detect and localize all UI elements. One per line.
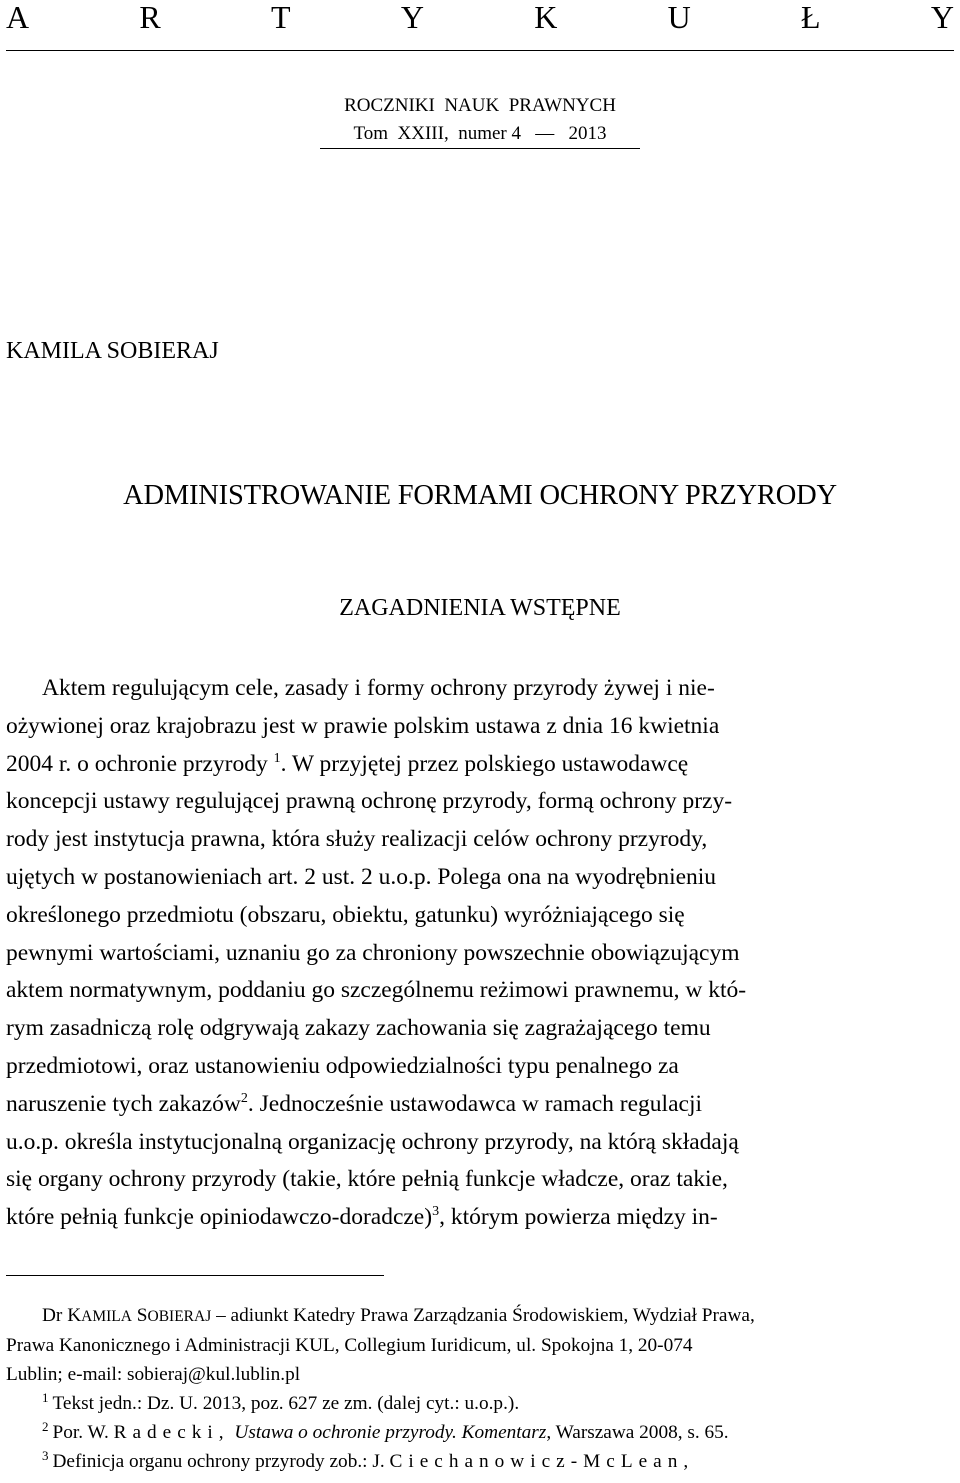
body-text [6,670,954,1237]
text-line: ujętych w postanowieniach art. 2 ust. 2 u.o.p. Polega ona na wyodrębnieniu [6,863,717,890]
journal-volume: Tom XXIII, numer 4 — 2013 [353,123,607,144]
author-name: KAMILA SOBIERAJ [6,338,219,364]
footnote-number: 1 [42,1389,49,1405]
text-line: przedmiotowi, oraz ustanowieniu odpowiedzialności typu penalnego za [6,1052,679,1079]
text-line: które pełnią funkcje opiniodawczo-doradcze)$^3$, którym powierza między in- [6,1204,718,1231]
section-heading: ZAGADNIENIA WSTĘPNE [339,595,621,621]
footnote-3: $^3$ Definicja organu ochrony przyrody zob.: J. Ciechanowicz-McLean, [42,1447,695,1472]
section-header [6,0,954,36]
text-line: koncepcji ustawy regulującej prawną ochronę przyrody, formą ochrony przy- [6,788,733,815]
text-line: Aktem regulującym cele, zasady i formy ochrony przyrody żywej i nie- [42,675,715,701]
footnote-ref[interactable]: 2 [240,1090,248,1106]
text-line: się organy ochrony przyrody (takie, które pełnią funkcje władcze, oraz takie, [6,1166,728,1193]
footnote-ref[interactable]: 3 [432,1204,440,1220]
author-note-line: Lublin; e-mail: sobieraj@kul.lublin.pl [6,1364,301,1385]
header-letter: Y [400,0,424,35]
footnotes [6,1301,954,1476]
article-title: ADMINISTROWANIE FORMAMI OCHRONY PRZYRODY [123,480,837,511]
text-line: ożywionej oraz krajobrazu jest w prawie polskim ustawa z dnia 16 kwietnia [6,712,720,739]
header-letter: A [6,0,30,35]
text-line: aktem normatywnym, poddaniu go szczególnemu reżimowi prawnemu, w któ- [6,977,747,1004]
author-note-line: Prawa Kanonicznego i Administracji KUL, Collegium Iuridicum, ul. Spokojna 1, 20-074 [6,1335,693,1356]
text-line: naruszenie tych zakazów$^2$. Jednocześnie ustawodawca w ramach regulacji [6,1090,703,1117]
text-line: rym zasadniczą rolę odgrywają zakazy zachowania się zagrażającego temu [6,1015,711,1042]
footnote-2: $^2$ Por. W. Radecki, Ustawa o ochronie przyrody. Komentarz, Warszawa 2008, s. 65. [42,1418,729,1443]
footnote-1: $^1$ Tekst jedn.: Dz. U. 2013, poz. 627 ze zm. (dalej cyt.: u.o.p.). [42,1389,520,1414]
journal-name: ROCZNIKI NAUK PRAWNYCH [344,95,616,116]
footnote-number: 2 [42,1418,49,1434]
text-line: 2004 r. o ochronie przyrody $^1$. W przyjętej przez polskiego ustawodawcę [6,750,689,777]
author-note-line: Dr KAMILA SOBIERAJ – adiunkt Katedry Prawa Zarządzania Środowiskiem, Wydział Prawa, [42,1305,755,1326]
footnote-ref[interactable]: 1 [273,750,281,766]
text-line: rody jest instytucja prawna, która służy realizacji celów ochrony przyrody, [6,826,708,853]
journal-info [320,92,640,148]
footnote-number: 3 [42,1447,49,1463]
author-note-name: KAMILA SOBIERAJ [67,1305,212,1326]
header-letter: R [139,0,161,35]
text-line: określonego przedmiotu (obszaru, obiektu, gatunku) wyróżniającego się [6,901,685,928]
header-letter: T [271,0,291,35]
header-rule [6,50,954,51]
header-letter: Ł [801,0,821,35]
journal-rule [320,148,640,149]
header-letter: Y [930,0,954,35]
header-letter: U [667,0,691,35]
footnote-rule [6,1275,384,1276]
text-line: u.o.p. określa instytucjonalną organizację ochrony przyrody, na którą składają [6,1128,739,1155]
text-line: pewnymi wartościami, uznaniu go za chroniony powszechnie obowiązującym [6,939,740,966]
header-letter: K [534,0,558,35]
